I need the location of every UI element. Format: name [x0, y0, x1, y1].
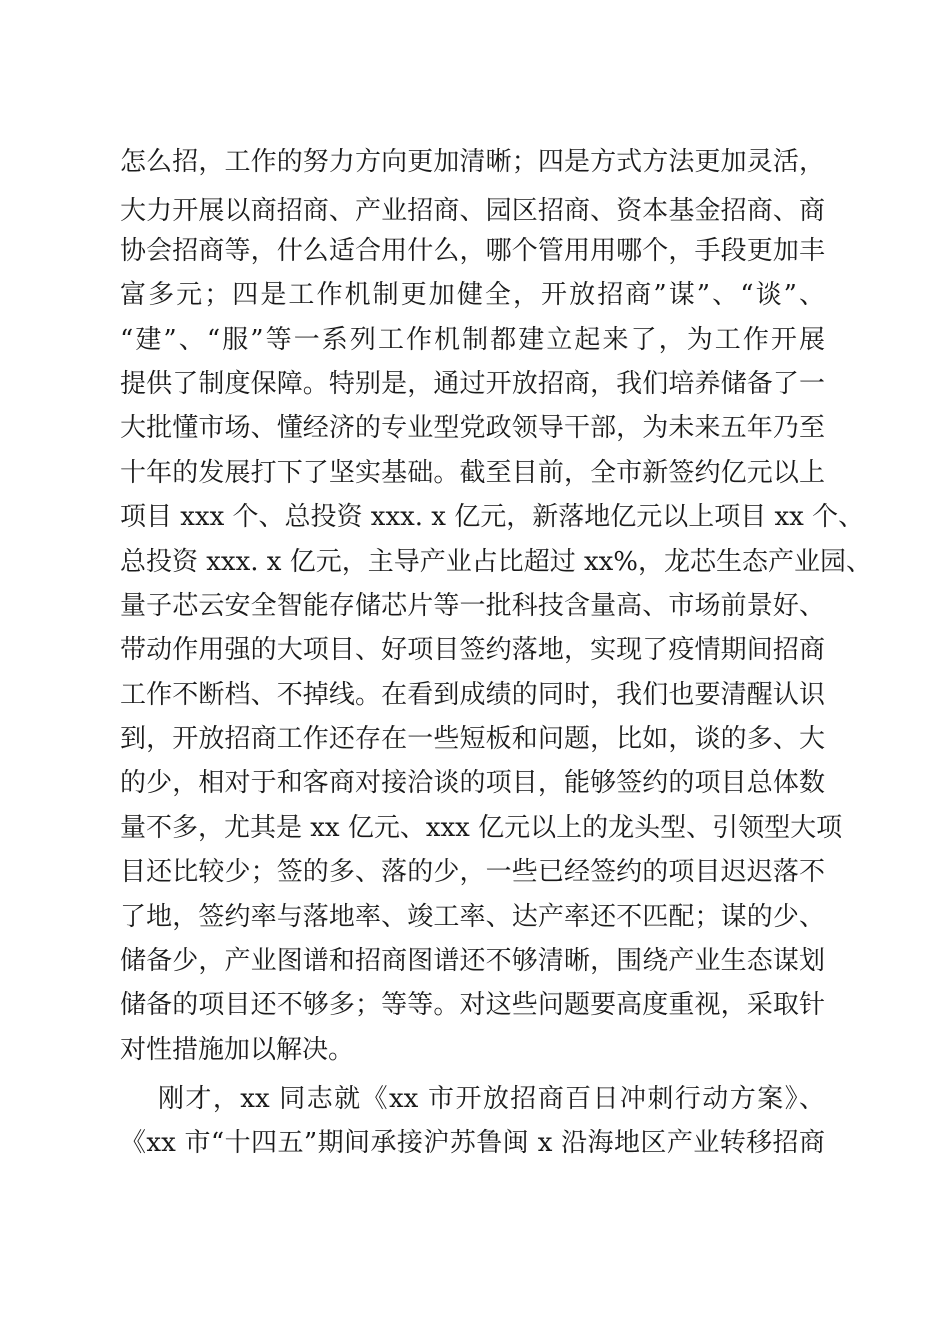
text-line: 协会招商等，什么适合用什么，哪个管用用哪个，手段更加丰	[120, 236, 825, 266]
text-line: 大力开展以商招商、产业招商、园区招商、资本基金招商、商	[120, 196, 825, 226]
text-line: 工作不断档、不掉线。在看到成绩的同时，我们也要清醒认识	[120, 680, 825, 710]
text-line: 了地，签约率与落地率、竣工率、达产率还不匹配；谋的少、	[120, 902, 825, 932]
text-line: 到，开放招商工作还存在一些短板和问题，比如，谈的多、大	[120, 724, 825, 754]
text-line: 量不多，尤其是 xx 亿元、xxx 亿元以上的龙头型、引领型大项	[120, 813, 843, 843]
text-line: 对性措施加以解决。	[120, 1035, 355, 1065]
text-line: 怎么招，工作的努力方向更加清晰；四是方式方法更加灵活，	[120, 147, 825, 177]
text-line: 目还比较少；签的多、落的少，一些已经签约的项目迟迟落不	[120, 857, 825, 887]
text-line: 量子芯云安全智能存储芯片等一批科技含量高、市场前景好、	[120, 591, 825, 621]
text-line: 项目 xxx 个、总投资 xxx. x 亿元，新落地亿元以上项目 xx 个、	[120, 502, 865, 532]
text-line: 提供了制度保障。特别是，通过开放招商，我们培养储备了一	[120, 369, 825, 399]
text-line: 总投资 xxx. x 亿元，主导产业占比超过 xx%，龙芯生态产业园、	[120, 547, 873, 577]
text-line: 的少，相对于和客商对接洽谈的项目，能够签约的项目总体数	[120, 768, 825, 798]
text-line: 《xx 市“十四五”期间承接沪苏鲁闽 x 沿海地区产业转移招商	[120, 1128, 825, 1158]
text-line: 带动作用强的大项目、好项目签约落地，实现了疫情期间招商	[120, 635, 825, 665]
text-line: 储备的项目还不够多；等等。对这些问题要高度重视，采取针	[120, 990, 825, 1020]
text-line: 刚才，xx 同志就《xx 市开放招商百日冲刺行动方案》、	[158, 1084, 825, 1114]
text-line: “建”、“服”等一系列工作机制都建立起来了，为工作开展	[120, 325, 825, 355]
text-line: 富多元；四是工作机制更加健全，开放招商”谋”、“谈”、	[120, 280, 825, 310]
text-line: 储备少，产业图谱和招商图谱还不够清晰，围绕产业生态谋划	[120, 946, 825, 976]
text-line: 大批懂市场、懂经济的专业型党政领导干部，为未来五年乃至	[120, 413, 825, 443]
text-line: 十年的发展打下了坚实基础。截至目前，全市新签约亿元以上	[120, 458, 825, 488]
